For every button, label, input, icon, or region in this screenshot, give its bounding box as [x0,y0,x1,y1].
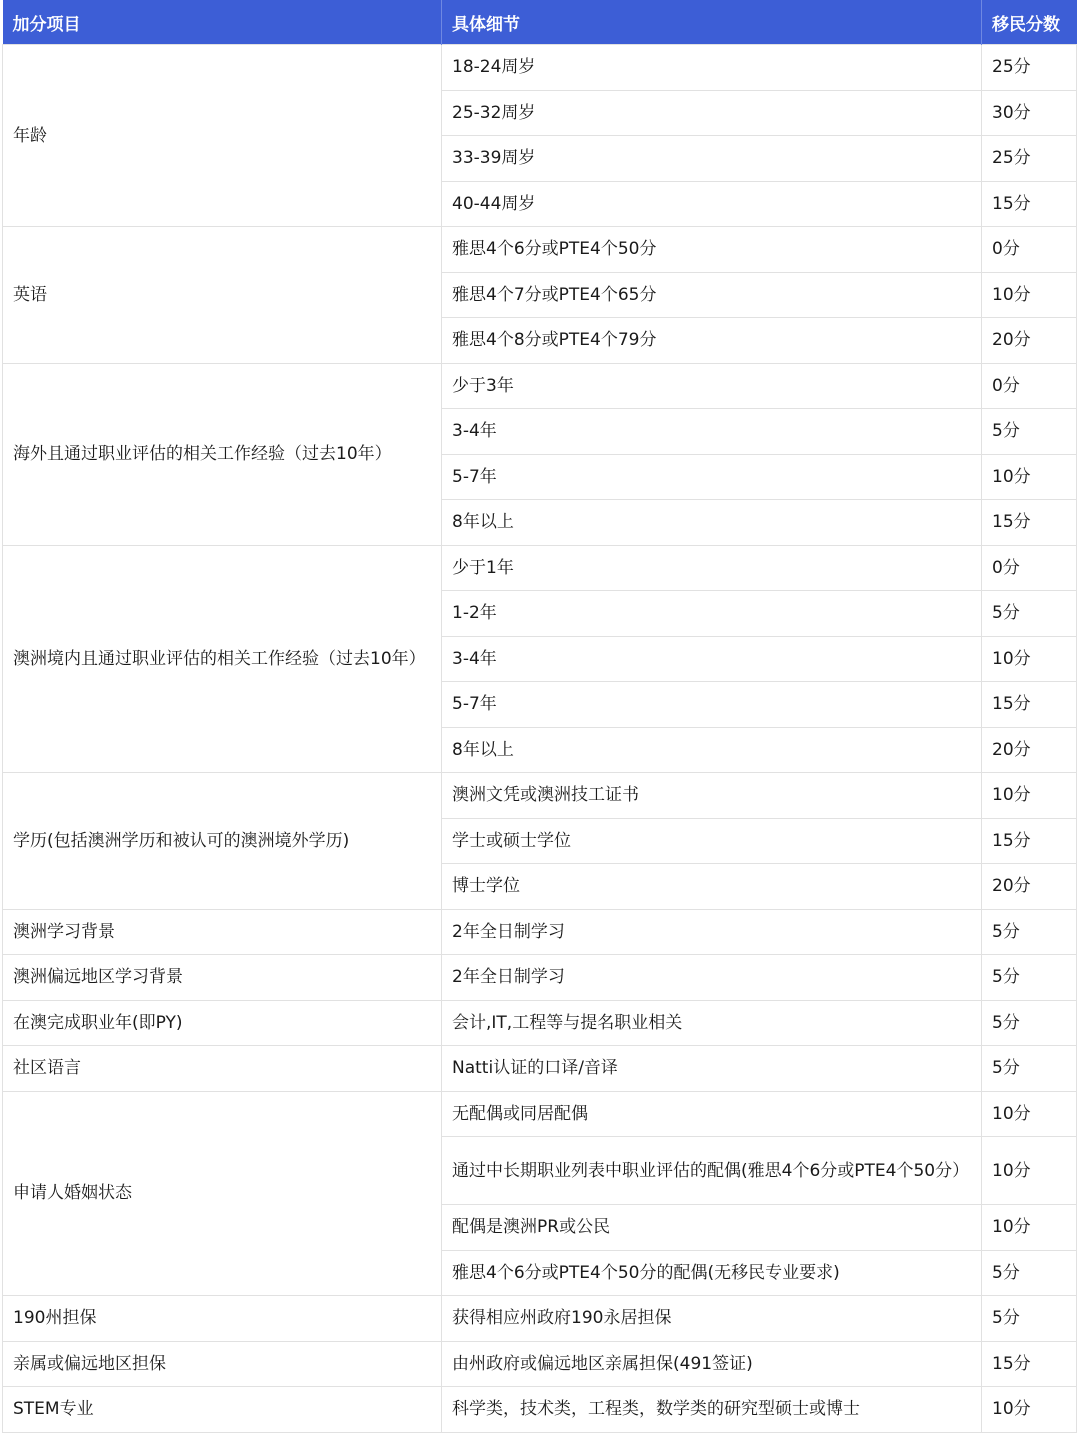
header-detail: 具体细节 [442,0,982,45]
table-row [3,909,1077,955]
detail-cell: 无配偶或同居配偶 [442,1091,982,1137]
category-cell: 澳洲境内且通过职业评估的相关工作经验（过去10年） [3,545,442,773]
category-cell: 澳洲偏远地区学习背景 [3,955,442,1001]
category-cell: 英语 [3,227,442,364]
score-cell: 10分 [982,1387,1077,1433]
score-cell: 0分 [982,545,1077,591]
category-cell: STEM专业 [3,1387,442,1433]
points-table-container [2,0,1076,1433]
detail-cell: 雅思4个6分或PTE4个50分 [442,227,982,273]
score-cell: 15分 [982,818,1077,864]
detail-cell: 2年全日制学习 [442,909,982,955]
category-cell: 年龄 [3,45,442,227]
detail-cell: 澳洲文凭或澳洲技工证书 [442,773,982,819]
category-cell: 在澳完成职业年(即PY) [3,1000,442,1046]
category-cell: 海外且通过职业评估的相关工作经验（过去10年） [3,363,442,545]
score-cell: 5分 [982,409,1077,455]
table-body [3,45,1077,1433]
score-cell: 0分 [982,227,1077,273]
table-row [3,227,1077,273]
category-cell: 澳洲学习背景 [3,909,442,955]
score-cell: 25分 [982,136,1077,182]
detail-cell: 25-32周岁 [442,90,982,136]
score-cell: 20分 [982,727,1077,773]
score-cell: 20分 [982,864,1077,910]
score-cell: 10分 [982,1091,1077,1137]
detail-cell: 学士或硕士学位 [442,818,982,864]
detail-cell: Natti认证的口译/音译 [442,1046,982,1092]
category-cell: 申请人婚姻状态 [3,1091,442,1296]
detail-cell: 33-39周岁 [442,136,982,182]
detail-cell: 雅思4个6分或PTE4个50分的配偶(无移民专业要求) [442,1250,982,1296]
detail-cell: 少于1年 [442,545,982,591]
detail-cell: 5-7年 [442,682,982,728]
table-row [3,1387,1077,1433]
category-cell: 亲属或偏远地区担保 [3,1341,442,1387]
score-cell: 5分 [982,955,1077,1001]
score-cell: 5分 [982,1296,1077,1342]
category-cell: 190州担保 [3,1296,442,1342]
detail-cell: 博士学位 [442,864,982,910]
detail-cell: 5-7年 [442,454,982,500]
detail-cell: 由州政府或偏远地区亲属担保(491签证) [442,1341,982,1387]
score-cell: 0分 [982,363,1077,409]
detail-cell: 雅思4个7分或PTE4个65分 [442,272,982,318]
score-cell: 5分 [982,1046,1077,1092]
score-cell: 10分 [982,1205,1077,1251]
table-row [3,1296,1077,1342]
score-cell: 25分 [982,45,1077,91]
detail-cell: 18-24周岁 [442,45,982,91]
score-cell: 30分 [982,90,1077,136]
table-row [3,545,1077,591]
score-cell: 15分 [982,682,1077,728]
table-row [3,1046,1077,1092]
table-row [3,1341,1077,1387]
score-cell: 15分 [982,500,1077,546]
score-cell: 10分 [982,773,1077,819]
score-cell: 20分 [982,318,1077,364]
detail-cell: 少于3年 [442,363,982,409]
detail-cell: 会计,IT,工程等与提名职业相关 [442,1000,982,1046]
detail-cell: 获得相应州政府190永居担保 [442,1296,982,1342]
table-row [3,45,1077,91]
points-table [2,0,1077,1433]
score-cell: 15分 [982,1341,1077,1387]
score-cell: 5分 [982,909,1077,955]
table-row [3,1091,1077,1137]
score-cell: 5分 [982,591,1077,637]
detail-cell: 1-2年 [442,591,982,637]
detail-cell: 8年以上 [442,500,982,546]
detail-cell: 2年全日制学习 [442,955,982,1001]
table-row [3,773,1077,819]
category-cell: 社区语言 [3,1046,442,1092]
detail-cell: 3-4年 [442,409,982,455]
detail-cell: 雅思4个8分或PTE4个79分 [442,318,982,364]
category-cell: 学历(包括澳洲学历和被认可的澳洲境外学历) [3,773,442,910]
score-cell: 10分 [982,272,1077,318]
header-item: 加分项目 [3,0,442,45]
table-row [3,955,1077,1001]
table-row [3,363,1077,409]
detail-cell: 通过中长期职业列表中职业评估的配偶(雅思4个6分或PTE4个50分） [442,1137,982,1205]
detail-cell: 3-4年 [442,636,982,682]
detail-cell: 配偶是澳洲PR或公民 [442,1205,982,1251]
table-row [3,1000,1077,1046]
score-cell: 5分 [982,1250,1077,1296]
score-cell: 10分 [982,1137,1077,1205]
detail-cell: 科学类，技术类，工程类，数学类的研究型硕士或博士 [442,1387,982,1433]
score-cell: 5分 [982,1000,1077,1046]
score-cell: 10分 [982,636,1077,682]
score-cell: 15分 [982,181,1077,227]
table-header-row [3,0,1077,45]
header-score: 移民分数 [982,0,1077,45]
detail-cell: 8年以上 [442,727,982,773]
detail-cell: 40-44周岁 [442,181,982,227]
score-cell: 10分 [982,454,1077,500]
